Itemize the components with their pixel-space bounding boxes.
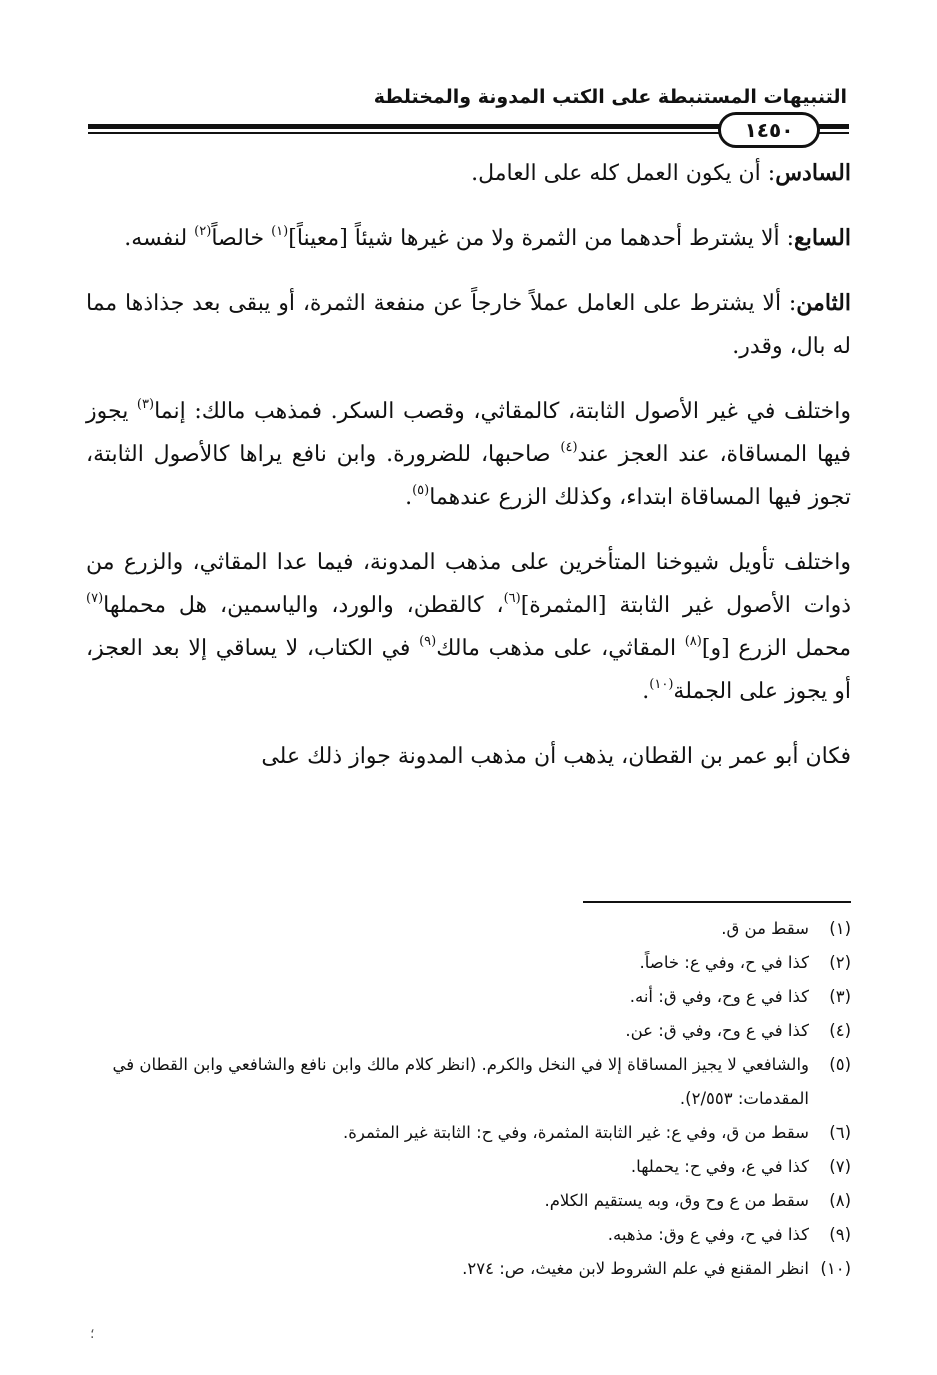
footnote-item (86, 1184, 851, 1218)
text-p6: فكان أبو عمر بن القطان، يذهب أن مذهب المدونة جواز ذلك على (261, 744, 851, 769)
footnote-text: كذا في ح، وفي ع: خاصاً. (639, 953, 809, 972)
footnote-item (86, 912, 851, 946)
paragraph-seventh (86, 217, 851, 260)
footnote-item (86, 946, 851, 980)
paragraph-eighth (86, 282, 851, 368)
text-p5-c: محمل الزرع [و] (701, 636, 851, 661)
footnote-number: (٧) (829, 1157, 851, 1176)
text-p4-b: يجوز فيها المساقاة، عند العجز عند (86, 399, 852, 467)
text-p5-d: المقاثي، على مذهب مالك (436, 636, 685, 661)
footnote-text: كذا في ع وح، وفي ق: أنه. (629, 987, 809, 1006)
footnote-item (86, 1048, 851, 1116)
footnote-item (86, 1116, 851, 1150)
text-seventh-c: لنفسه. (124, 226, 195, 251)
footnote-ref-7: (٧) (86, 590, 104, 606)
footnote-ref-3: (٣) (136, 396, 155, 412)
footnote-separator (583, 901, 851, 903)
text-seventh-a: : ألا يشترط أحدهما من الثمرة ولا من غيرها شيئاً [معيناً] (288, 226, 795, 251)
main-text (86, 152, 851, 800)
footnote-text: كذا في ح، وفي ع وق: مذهبه. (607, 1225, 809, 1244)
text-seventh-b: خالصاً (211, 226, 272, 251)
footnote-text: كذا في ع، وفي ح: يحملها. (630, 1157, 809, 1176)
lead-sixth: السادس (775, 160, 851, 186)
footnote-ref-5: (٥) (412, 482, 430, 498)
footnote-number: (٤) (829, 1021, 851, 1040)
header-title: التنبيهات المستنبطة على الكتب المدونة والمختلطة (373, 86, 847, 108)
page-number-badge: ١٤٥٠ (718, 112, 820, 148)
footnote-item (86, 1252, 851, 1286)
footnote-text: سقط من ق. (721, 919, 809, 938)
footnote-text: سقط من ع وح وق، وبه يستقيم الكلام. (544, 1191, 809, 1210)
text-p4-a: واختلف في غير الأصول الثابتة، كالمقاثي، وقصب السكر. فمذهب مالك: إنما (154, 399, 851, 424)
lead-eighth: الثامن (796, 290, 851, 316)
footnote-number: (٨) (829, 1191, 851, 1210)
text-p5-e: في الكتاب، لا يساقي إلا بعد العجز، أو يجوز على الجملة (86, 636, 851, 704)
text-p4-d: . (405, 485, 413, 510)
footnote-text: انظر المقنع في علم الشروط لابن مغيث، ص: ٢٧٤. (462, 1259, 809, 1278)
paragraph-four (86, 390, 851, 519)
text-p5-a: واختلف تأويل شيوخنا المتأخرين على مذهب المدونة، فيما عدا المقاثي، والزرع من ذوات الأصول غير الثابتة [المثمرة] (86, 550, 852, 618)
footnote-ref-9: (٩) (419, 633, 437, 649)
text-p5-b: ، كالقطن، والورد، والياسمين، هل محملها (103, 593, 504, 618)
footnote-number: (٣) (829, 987, 851, 1006)
lead-seventh: السابع (794, 225, 851, 251)
text-eighth: : ألا يشترط على العامل عملاً خارجاً عن منفعة الثمرة، أو يبقى بعد جذاذها مما له بال، وقدر. (86, 291, 851, 359)
footnote-ref-2: (٢) (194, 223, 212, 239)
footnotes (86, 912, 851, 1286)
footnote-number: (٦) (829, 1123, 851, 1142)
page-mark: ؛ (90, 1326, 95, 1342)
text-p4-c: صاحبها، للضرورة. وابن نافع يراها كالأصول الثابتة، تجوز فيها المساقاة ابتداء، وكذلك الزرع عندهما (86, 442, 851, 510)
footnote-ref-8: (٨) (684, 633, 702, 649)
footnote-ref-4: (٤) (560, 439, 578, 455)
footnote-ref-1: (١) (271, 223, 289, 239)
text-p5-f: . (642, 679, 650, 704)
text-sixth: : أن يكون العمل كله على العامل. (471, 161, 776, 186)
paragraph-sixth (86, 152, 851, 195)
footnote-number: (٩) (829, 1225, 851, 1244)
footnote-number: (٥) (829, 1055, 851, 1074)
footnote-item (86, 980, 851, 1014)
footnote-text: كذا في ع وح، وفي ق: عن. (625, 1021, 809, 1040)
footnote-item (86, 1014, 851, 1048)
footnote-ref-10: (١٠) (649, 676, 674, 692)
footnote-text: والشافعي لا يجيز المساقاة إلا في النخل والكرم. (انظر كلام مالك وابن نافع والشافعي وابن القطان في المقدمات: ٢/٥٥٣). (112, 1055, 809, 1108)
paragraph-five (86, 541, 851, 713)
footnote-ref-6: (٦) (503, 590, 521, 606)
footnote-item (86, 1150, 851, 1184)
footnote-item (86, 1218, 851, 1252)
footnote-number: (١٠) (820, 1259, 851, 1278)
footnote-text: سقط من ق، وفي ع: غير الثابتة المثمرة، وفي ح: الثابتة غير المثمرة. (342, 1123, 809, 1142)
footnote-number: (١) (829, 919, 851, 938)
footnote-number: (٢) (829, 953, 851, 972)
paragraph-six (86, 735, 851, 778)
